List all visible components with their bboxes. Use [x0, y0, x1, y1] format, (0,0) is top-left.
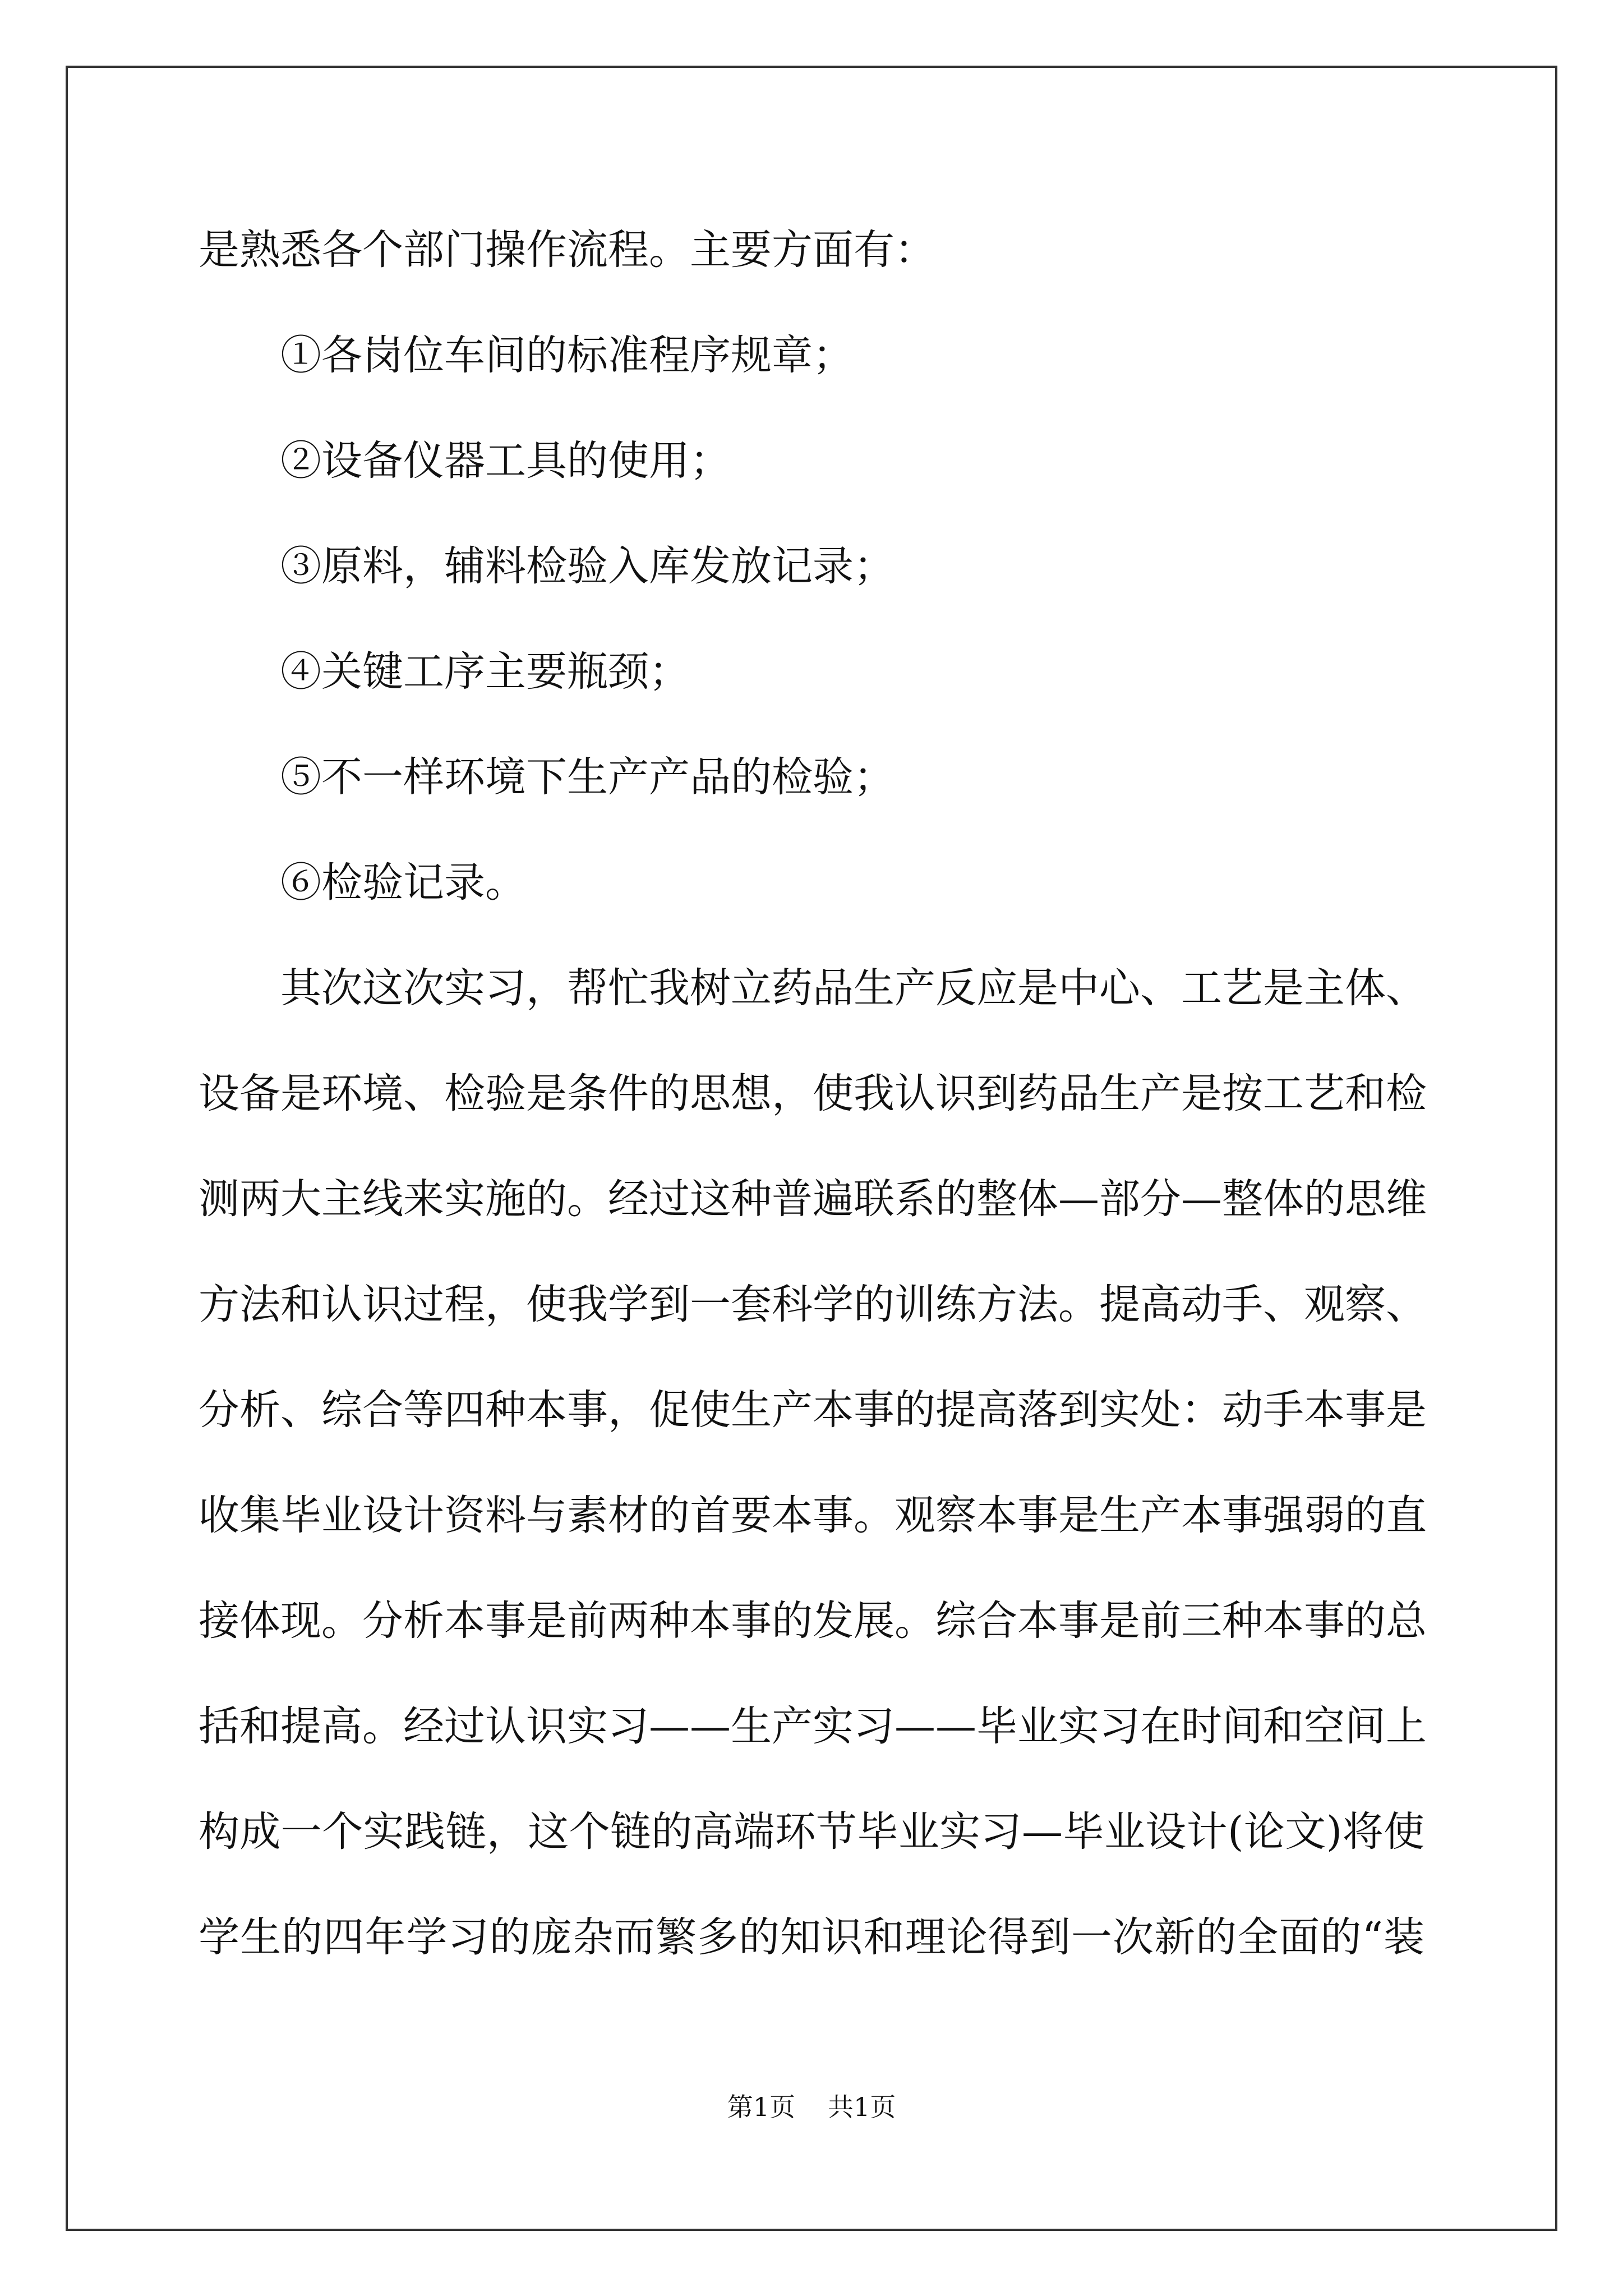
paragraph-line: 其次这次实习，帮忙我树立药品生产反应是中心、工艺是主体、 [280, 964, 1427, 1012]
list-item-3: ③原料，辅料检验入库发放记录； [280, 542, 895, 590]
page-footer [0, 2087, 1623, 2124]
list-item-4: ④关键工序主要瓶颈； [280, 648, 690, 696]
paragraph-line: 分析、综合等四种本事，促使生产本事的提高落到实处：动手本事是 [199, 1386, 1427, 1434]
paragraph-line: 构成一个实践链，这个链的高端环节毕业实习—毕业设计(论文)将使 [199, 1808, 1424, 1856]
paragraph-line: 收集毕业设计资料与素材的首要本事。观察本事是生产本事强弱的直 [199, 1492, 1427, 1539]
list-item-5: ⑤不一样环境下生产产品的检验； [280, 753, 895, 801]
paragraph-line: 设备是环境、检验是条件的思想，使我认识到药品生产是按工艺和检 [199, 1070, 1427, 1117]
list-item-1: ①各岗位车间的标准程序规章； [280, 332, 854, 379]
page-total: 共1页 [828, 2092, 896, 2122]
document-body [199, 197, 1427, 1990]
paragraph-line: 方法和认识过程，使我学到一套科学的训练方法。提高动手、观察、 [199, 1281, 1427, 1328]
list-item-2: ②设备仪器工具的使用； [280, 437, 731, 485]
paragraph-line: 是熟悉各个部门操作流程。主要方面有： [199, 226, 935, 274]
page-number: 第1页 [727, 2092, 795, 2122]
paragraph-line: 测两大主线来实施的。经过这种普遍联系的整体—部分—整体的思维 [199, 1175, 1427, 1223]
paragraph-line: 括和提高。经过认识实习——生产实习——毕业实习在时间和空间上 [199, 1703, 1427, 1750]
list-item-6: ⑥检验记录。 [280, 859, 526, 907]
paragraph-line: 学生的四年学习的庞杂而繁多的知识和理论得到一次新的全面的“装 [199, 1913, 1424, 1961]
paragraph-line: 接体现。分析本事是前两种本事的发展。综合本事是前三种本事的总 [199, 1597, 1427, 1645]
